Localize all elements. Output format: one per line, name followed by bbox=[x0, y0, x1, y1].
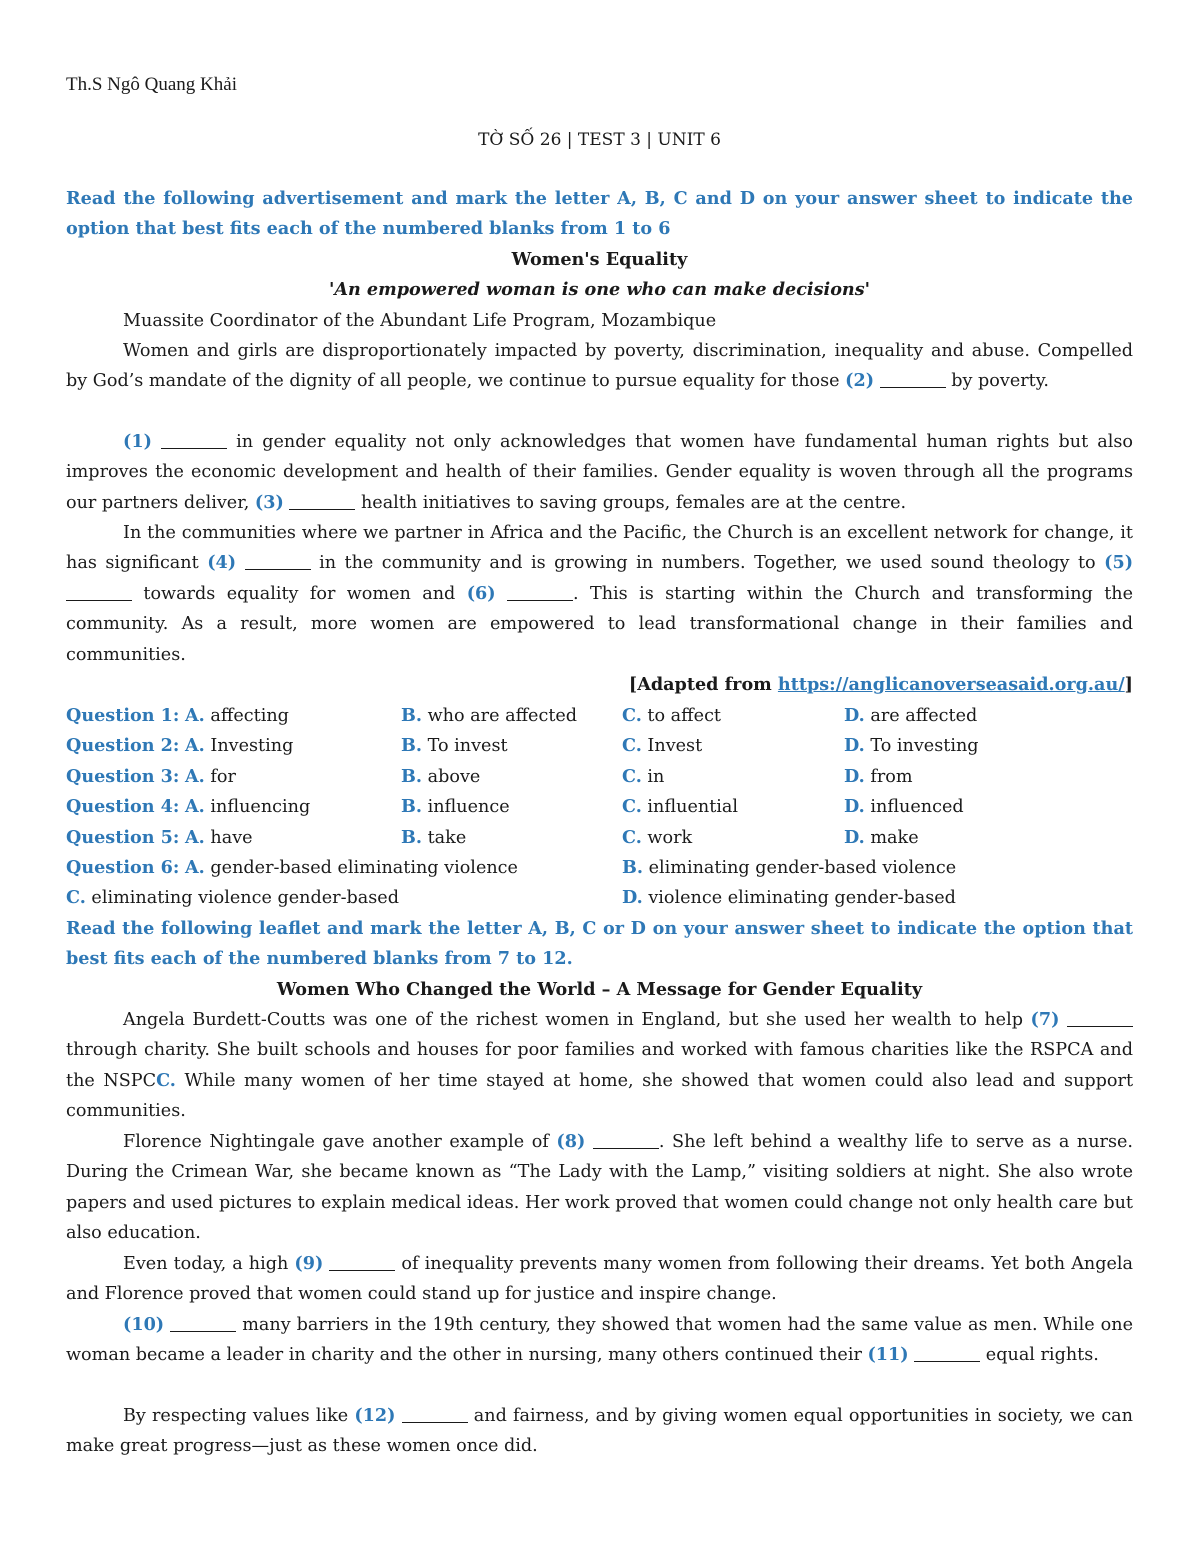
source-link[interactable]: https://anglicanoverseasaid.org.au/ bbox=[777, 674, 1125, 695]
blank-number: (2) bbox=[845, 370, 875, 392]
blank-number: (7) bbox=[1030, 1009, 1060, 1030]
blank-number: (8) bbox=[556, 1131, 586, 1152]
answer-blank bbox=[161, 430, 227, 449]
answer-blank bbox=[170, 1313, 236, 1332]
section2-paragraph-3: Even today, a high (9) of inequality prevents many women from following their dreams. Yet both Angela and Florence proved that women could stand up for justice and inspire change. bbox=[66, 1253, 1134, 1305]
answer-blank bbox=[914, 1343, 980, 1362]
question-row-1: Question 1: A. affecting B. who are affected C. to affect D. are affected bbox=[66, 705, 978, 726]
answer-blank bbox=[66, 582, 132, 601]
section2-paragraph-1: Angela Burdett-Coutts was one of the richest women in England, but she used her wealth to help (7) through charity. She built schools and houses for poor families and worked with famous charities like the RSPCA and the NSPCC. While many women of her time stayed at home, she showed that women could also lead and support communities. bbox=[66, 1009, 1134, 1122]
blank-number: (1) bbox=[123, 431, 152, 452]
option-d[interactable]: are affected bbox=[870, 706, 978, 726]
answer-blank bbox=[329, 1252, 395, 1271]
section1-paragraph-1: Women and girls are disproportionately impacted by poverty, discrimination, inequality and abuse. Compelled by God’s mandate of the dignity of all people, we continue to pursue equality for those (2) by poverty. bbox=[66, 341, 1133, 392]
option-c[interactable]: in bbox=[647, 766, 665, 787]
section2-paragraph-2: Florence Nightingale gave another example of (8) . She left behind a wealthy life to serve as a nurse. During the Crimean War, she became known as “The Lady with the Lamp,” visiting soldiers at night. She also wrote papers and used pictures to explain medical ideas. Her work proved that women could change not only health care but also education. bbox=[66, 1131, 1133, 1244]
author-name: Th.S Ngô Quang Khải bbox=[66, 74, 237, 95]
option-b[interactable]: eliminating gender-based violence bbox=[648, 857, 957, 878]
option-d[interactable]: violence eliminating gender-based bbox=[648, 888, 956, 909]
option-b[interactable]: influence bbox=[427, 797, 510, 818]
question-list bbox=[66, 701, 1133, 914]
section2-title: Women Who Changed the World – A Message for Gender Equality bbox=[276, 979, 923, 1000]
question-row-6-cont: C. eliminating violence gender-based D. violence eliminating gender-based bbox=[66, 887, 956, 909]
answer-blank bbox=[593, 1130, 659, 1149]
answer-blank bbox=[507, 582, 573, 601]
option-c[interactable]: Invest bbox=[647, 736, 703, 757]
option-b[interactable]: To invest bbox=[427, 736, 508, 757]
answer-blank bbox=[402, 1404, 468, 1423]
question-row-4: Question 4: A. influencing B. influence C. influential D. influenced bbox=[66, 796, 964, 818]
sheet-title: TỜ SỐ 26 | TEST 3 | UNIT 6 bbox=[478, 130, 721, 150]
blank-number: (5) bbox=[1104, 552, 1134, 574]
question-row-5: Question 5: A. have B. take C. work D. make bbox=[66, 826, 919, 848]
option-d[interactable]: influenced bbox=[870, 797, 964, 818]
option-a[interactable]: Investing bbox=[210, 736, 294, 757]
answer-blank bbox=[880, 369, 946, 388]
section1-paragraph-2: (1) in gender equality not only acknowledges that women have fundamental human rights but also improves the economic development and health of their families. Gender equality is woven through all the programs our partners deliver, (3) health initiatives to saving groups, females are at the centre. bbox=[66, 431, 1134, 513]
answer-blank bbox=[1067, 1008, 1133, 1027]
option-c[interactable]: work bbox=[647, 827, 693, 848]
section1-title: Women's Equality bbox=[511, 249, 688, 270]
option-d[interactable]: make bbox=[870, 827, 919, 848]
blank-number: (10) bbox=[123, 1314, 165, 1335]
option-c[interactable]: eliminating violence gender-based bbox=[91, 888, 399, 909]
section1-byline: Muassite Coordinator of the Abundant Life Program, Mozambique bbox=[123, 311, 717, 331]
blank-number: (11) bbox=[867, 1344, 909, 1366]
option-d[interactable]: from bbox=[870, 766, 913, 787]
question-row-6: Question 6: A. gender-based eliminating violence B. eliminating gender-based violence bbox=[66, 856, 957, 878]
question-row-2: Question 2: A. Investing B. To invest C. Invest D. To investing bbox=[66, 735, 979, 757]
question-row-3: Question 3: A. for B. above C. in D. from bbox=[66, 765, 913, 787]
option-a[interactable]: for bbox=[210, 766, 236, 787]
option-c[interactable]: to affect bbox=[647, 706, 722, 726]
blank-number: (3) bbox=[254, 491, 284, 513]
answer-blank bbox=[245, 551, 311, 570]
section1-paragraph-3: In the communities where we partner in Africa and the Pacific, the Church is an excellent network for change, it has significant (4) in the community and is growing in numbers. Together, we used sound theology to (5) towards equality for women and (6) . This is starting within the Church and transforming the community. As a result, more women are empowered to lead transformational change in their families and communities. bbox=[66, 523, 1134, 665]
option-a[interactable]: influencing bbox=[210, 797, 311, 818]
blank-number: (12) bbox=[354, 1405, 396, 1426]
answer-blank bbox=[289, 491, 355, 510]
section2-instruction: Read the following leaflet and mark the letter A, B, C or D on your answer sheet to indicate the option that best fits each of the numbered blanks from 7 to 12. bbox=[66, 918, 1133, 970]
option-b[interactable]: take bbox=[427, 827, 467, 848]
source-citation: [Adapted from https://anglicanoverseasaid.org.au/] bbox=[628, 674, 1133, 695]
section1-subtitle: 'An empowered woman is one who can make decisions' bbox=[328, 279, 871, 300]
section1-instruction: Read the following advertisement and mark the letter A, B, C and D on your answer sheet to indicate the option that best fits each of the numbered blanks from 1 to 6 bbox=[66, 188, 1133, 240]
option-a[interactable]: have bbox=[210, 827, 253, 848]
section2-paragraph-5: By respecting values like (12) and fairness, and by giving women equal opportunities in society, we can make great progress—just as these women once did. bbox=[66, 1405, 1133, 1457]
option-a[interactable]: affecting bbox=[210, 706, 289, 726]
option-a[interactable]: gender-based eliminating violence bbox=[210, 857, 518, 878]
option-d[interactable]: To investing bbox=[870, 736, 979, 757]
option-c[interactable]: influential bbox=[647, 797, 739, 818]
blank-number: (9) bbox=[294, 1253, 324, 1274]
blank-number: (4) bbox=[207, 552, 237, 574]
option-b[interactable]: above bbox=[427, 766, 481, 787]
blank-number: (6) bbox=[466, 582, 496, 604]
option-b[interactable]: who are affected bbox=[427, 706, 578, 726]
section2-paragraph-4: (10) many barriers in the 19th century, they showed that women had the same value as men. While one woman became a leader in charity and the other in nursing, many others continued their (11) equal rights. bbox=[66, 1314, 1134, 1366]
